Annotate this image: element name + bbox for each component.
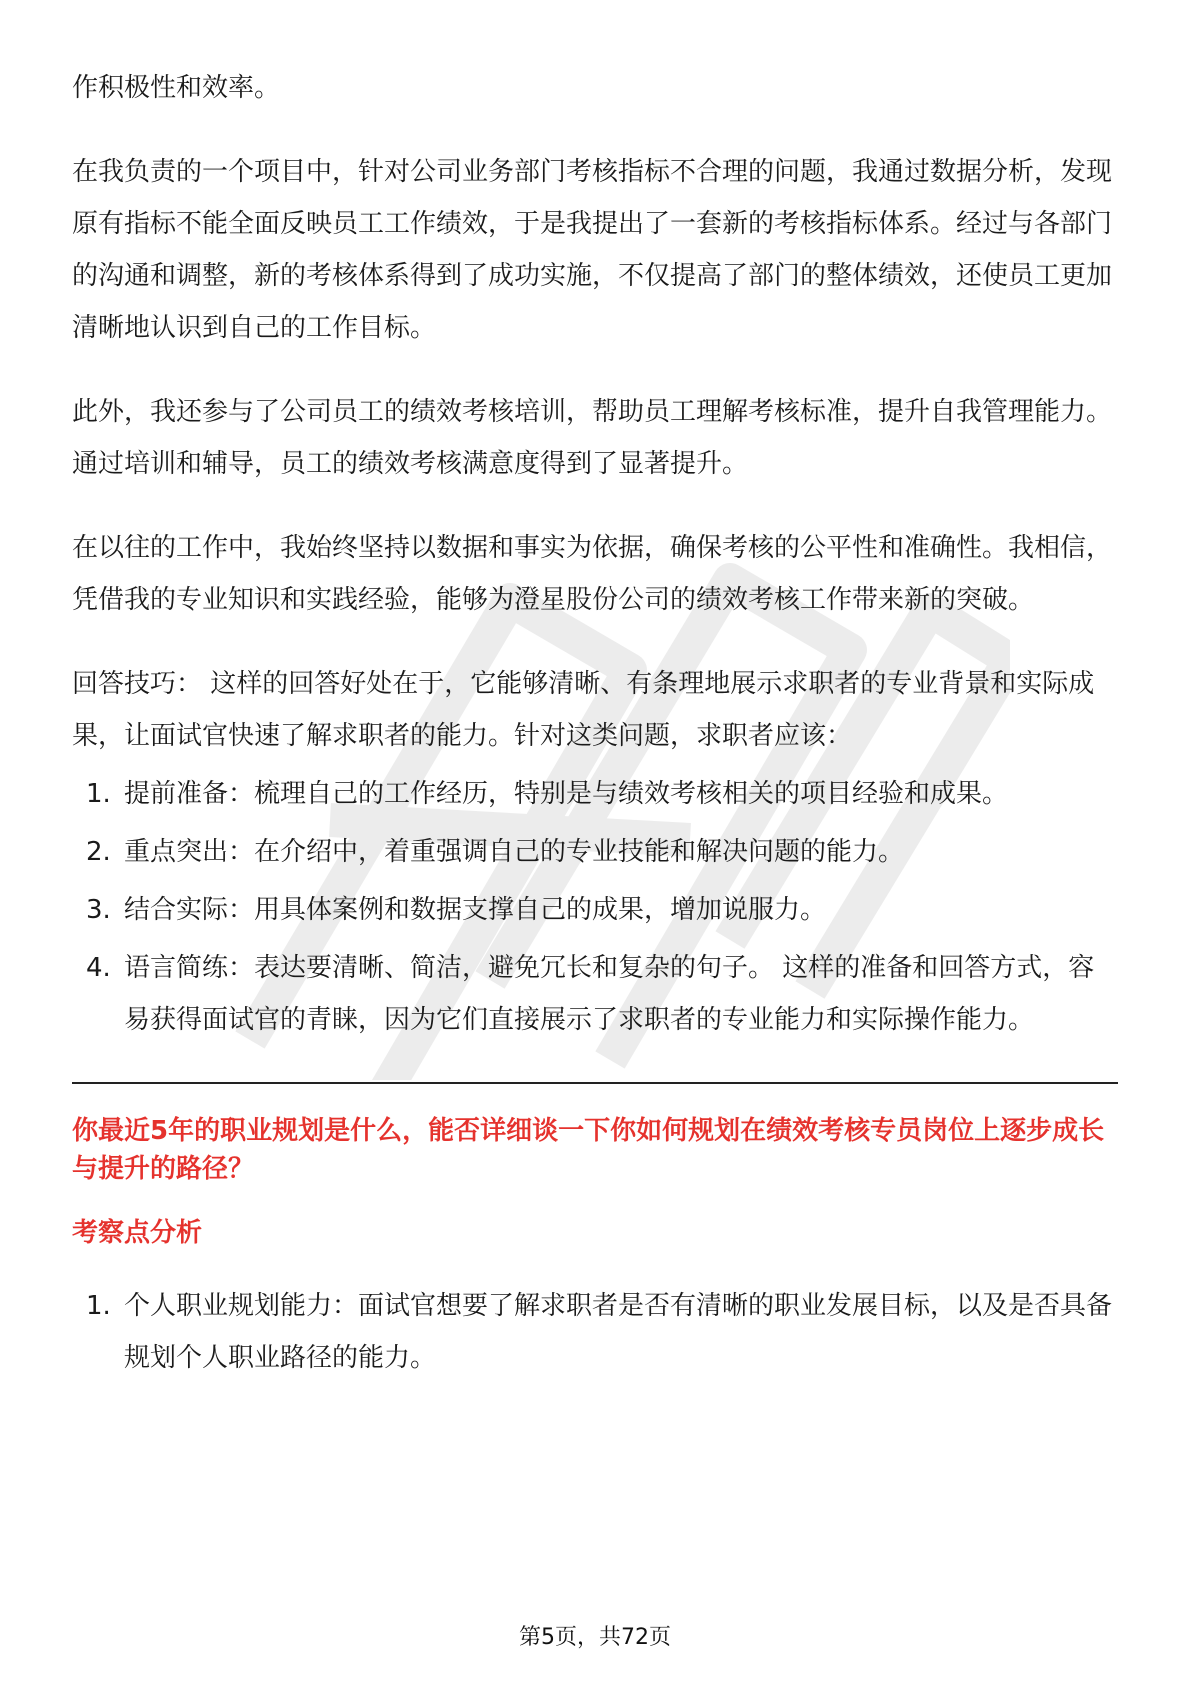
- list-item: 1. 提前准备：梳理自己的工作经历，特别是与绩效考核相关的项目经验和成果。: [86, 779, 1009, 809]
- paragraph-2: 在我负责的一个项目中，针对公司业务部门考核指标不合理的问题，我通过数据分析，发现原有指标不能全面反映员工工作绩效，于是我提出了一套新的考核指标体系。经过与各部门的沟通和调整，新的考核体系得到了成功实施，不仅提高了部门的整体绩效，还使员工更加清晰地认识到自己的工作目标。: [72, 157, 1113, 343]
- page-content: [72, 62, 1118, 1384]
- tips-list: [72, 768, 1118, 1046]
- list-item: 1. 个人职业规划能力：面试官想要了解求职者是否有清晰的职业发展目标，以及是否具备规划个人职业路径的能力。: [86, 1291, 1113, 1373]
- list-item: 2. 重点突出：在介绍中，着重强调自己的专业技能和解决问题的能力。: [86, 837, 905, 867]
- section-divider: [72, 1082, 1118, 1084]
- paragraph-4: 在以往的工作中，我始终坚持以数据和事实为依据，确保考核的公平性和准确性。我相信，凭借我的专业知识和实践经验，能够为澄星股份公司的绩效考核工作带来新的突破。: [72, 533, 1113, 615]
- paragraph-1: 作积极性和效率。: [72, 73, 281, 103]
- page-number: 第5页，共72页: [519, 1625, 671, 1650]
- section-heading: 考察点分析: [72, 1218, 203, 1248]
- list-item: 4. 语言简练：表达要清晰、简洁，避免冗长和复杂的句子。 这样的准备和回答方式，容易获得面试官的青睐，因为它们直接展示了求职者的专业能力和实际操作能力。: [86, 953, 1095, 1035]
- answer-tips-intro: 回答技巧： 这样的回答好处在于，它能够清晰、有条理地展示求职者的专业背景和实际成果，让面试官快速了解求职者的能力。针对这类问题，求职者应该：: [72, 669, 1095, 751]
- analysis-list: [72, 1280, 1118, 1384]
- list-item: 3. 结合实际：用具体案例和数据支撑自己的成果，增加说服力。: [86, 895, 827, 925]
- interview-question: 你最近5年的职业规划是什么，能否详细谈一下你如何规划在绩效考核专员岗位上逐步成长与提升的路径？: [72, 1116, 1105, 1184]
- paragraph-3: 此外，我还参与了公司员工的绩效考核培训，帮助员工理解考核标准，提升自我管理能力。通过培训和辅导，员工的绩效考核满意度得到了显著提升。: [72, 397, 1113, 479]
